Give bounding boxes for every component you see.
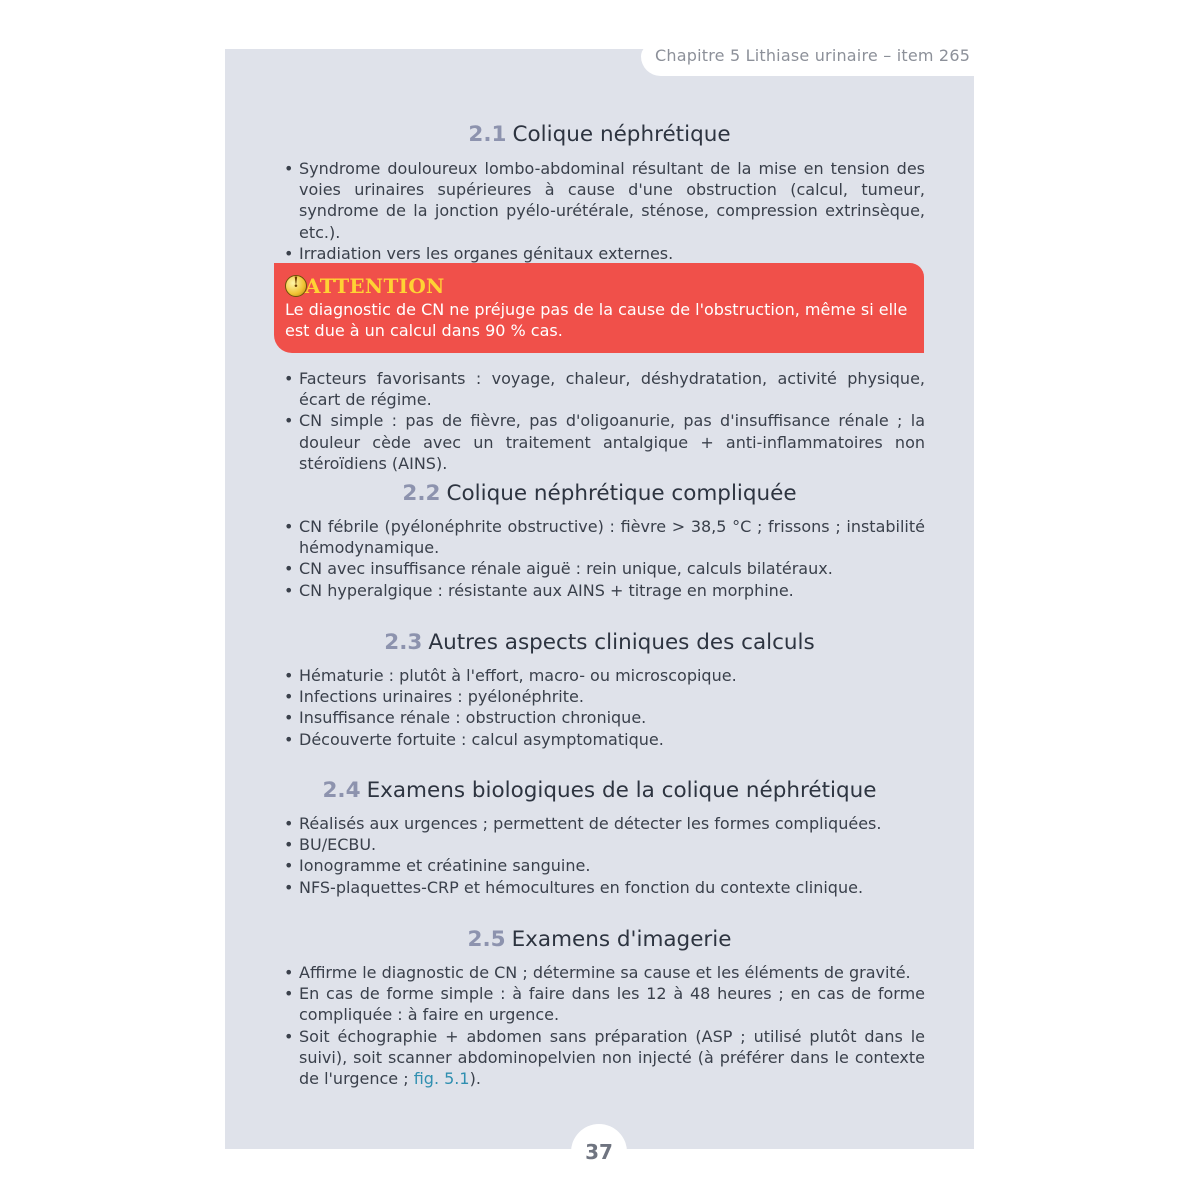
section-number: 2.4 (322, 778, 361, 803)
bullet-dot: • (284, 1026, 294, 1046)
list-item (284, 813, 925, 834)
attention-box (274, 263, 924, 353)
bullet-dot: • (284, 369, 294, 388)
section-number: 2.5 (467, 927, 506, 952)
bullet-list-2-2 (284, 516, 925, 601)
attention-text: Le diagnostic de CN ne préjuge pas de la cause de l'obstruction, même si elle est due à un calcul dans 90 % cas. (285, 300, 908, 341)
list-item-text: CN hyperalgique : résistante aux AINS + titrage en morphine. (299, 580, 794, 600)
list-item-text: En cas de forme simple : à faire dans les 12 à 48 heures ; en cas de forme compliquée : à faire en urgence. (299, 984, 925, 1025)
list-item (284, 686, 925, 707)
list-item (284, 665, 925, 686)
list-item-text: Découverte fortuite : calcul asymptomatique. (299, 729, 664, 749)
bullet-dot: • (284, 729, 294, 749)
bullet-dot: • (284, 814, 294, 833)
list-item-text: Hématurie : plutôt à l'effort, macro- ou microscopique. (299, 666, 737, 685)
list-item (284, 516, 925, 558)
list-item-text: BU/ECBU. (299, 835, 377, 855)
section-number: 2.1 (468, 122, 507, 147)
list-item (284, 558, 925, 579)
section-number: 2.3 (384, 630, 423, 655)
warning-coin-icon: ! (285, 275, 307, 297)
bullet-dot: • (284, 835, 294, 855)
list-item-text: Facteurs favorisants : voyage, chaleur, déshydratation, activité physique, écart de régime. (299, 369, 925, 410)
bullet-dot: • (284, 666, 294, 685)
list-item-text: CN avec insuffisance rénale aiguë : rein unique, calculs bilatéraux. (299, 559, 833, 579)
bullet-dot: • (284, 517, 294, 536)
list-item-text: Insuffisance rénale : obstruction chronique. (299, 708, 647, 728)
section-heading: Colique néphrétique compliquée (446, 481, 797, 506)
bullet-list-2-1 (284, 158, 925, 264)
list-item-text: Réalisés aux urgences ; permettent de détecter les formes compliquées. (299, 814, 882, 833)
bullet-dot: • (284, 984, 294, 1004)
list-item-text: Infections urinaires : pyélonéphrite. (299, 687, 584, 707)
bullet-list-2-5 (284, 962, 925, 1089)
list-item (284, 855, 925, 876)
bullet-dot: • (284, 159, 294, 178)
section-heading: Examens biologiques de la colique néphrétique (366, 778, 877, 803)
bullet-dot: • (284, 877, 294, 897)
list-item-text: Soit échographie + abdomen sans préparation (ASP ; utilisé plutôt dans le suivi), soit scanner abdominopelvien non injecté (à préférer dans le contexte de l'urgence ; (299, 1026, 925, 1089)
bullet-dot: • (284, 411, 294, 431)
section-number: 2.2 (402, 481, 441, 506)
list-item-text: Syndrome douloureux lombo-abdominal résultant de la mise en tension des voies urinaires supérieures à cause d'une obstruction (calcul, tumeur, syndrome de la jonction pyélo-urétérale, sténose, compression extrinsèque, etc.). (299, 159, 925, 242)
list-item (284, 983, 925, 1025)
section-heading: Autres aspects cliniques des calculs (428, 630, 815, 655)
bullet-list-2-3 (284, 665, 925, 750)
list-item (284, 158, 925, 243)
list-item-text: Ionogramme et créatinine sanguine. (299, 856, 591, 876)
section-title-2-2 (225, 481, 974, 506)
section-title-2-4 (225, 778, 974, 803)
running-header: Chapitre 5 Lithiase urinaire – item 265 (655, 46, 971, 65)
list-item (284, 243, 925, 264)
bullet-dot: • (284, 708, 294, 728)
attention-title: ATTENTION (305, 274, 445, 298)
list-item (284, 410, 925, 474)
list-item-text: Affirme le diagnostic de CN ; détermine sa cause et les éléments de gravité. (299, 963, 911, 982)
bullet-dot: • (284, 559, 294, 579)
list-item-text: CN fébrile (pyélonéphrite obstructive) : fièvre > 38,5 °C ; frissons ; instabilité hémodynamique. (299, 517, 925, 558)
list-item (284, 707, 925, 728)
list-item (284, 729, 925, 750)
bullet-list-2-1b (284, 368, 925, 474)
section-heading: Colique néphrétique (512, 122, 731, 147)
bullet-dot: • (284, 963, 294, 982)
bullet-dot: • (284, 580, 294, 600)
list-item-text: NFS-plaquettes-CRP et hémocultures en fonction du contexte clinique. (299, 877, 864, 897)
bullet-list-2-4 (284, 813, 925, 898)
figure-link[interactable]: fig. 5.1 (413, 1069, 470, 1089)
list-item (284, 962, 925, 983)
list-item (284, 368, 925, 410)
bullet-dot: • (284, 856, 294, 876)
list-item (284, 580, 925, 601)
bullet-dot: • (284, 687, 294, 707)
page-number: 37 (585, 1140, 613, 1164)
section-title-2-3 (225, 630, 974, 655)
section-heading: Examens d'imagerie (511, 927, 732, 952)
list-item (284, 834, 925, 855)
list-item-text: CN simple : pas de fièvre, pas d'oligoanurie, pas d'insuffisance rénale ; la douleur cède avec un traitement antalgique + anti-inflammatoires non stéroïdiens (AINS). (299, 411, 925, 473)
bullet-dot: • (284, 243, 294, 263)
section-title-2-5 (225, 927, 974, 952)
list-item (284, 1026, 925, 1090)
list-item-text: Irradiation vers les organes génitaux externes. (299, 243, 674, 263)
section-title-2-1 (225, 122, 974, 147)
list-item-text-end: ). (469, 1069, 481, 1089)
list-item (284, 877, 925, 898)
